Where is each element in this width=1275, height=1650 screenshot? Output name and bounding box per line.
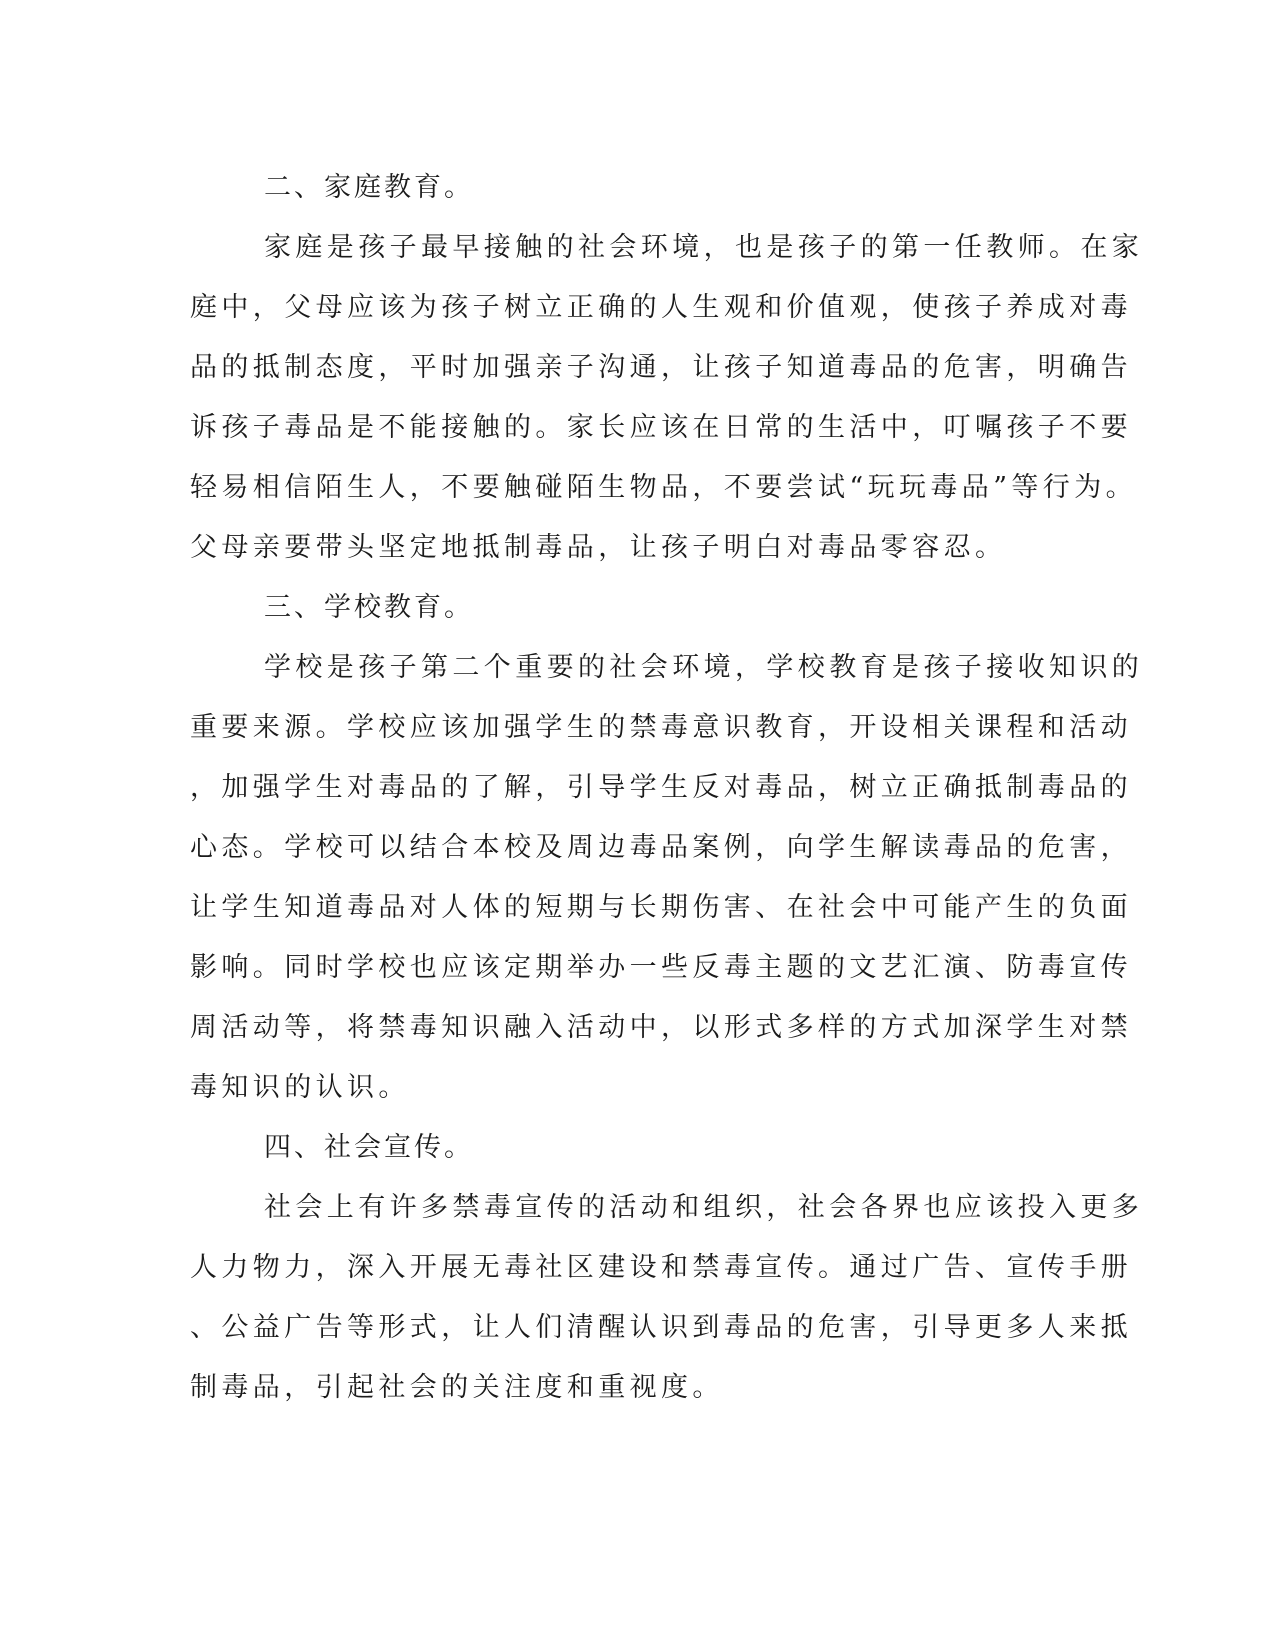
text-line: 家庭是孩子最早接触的社会环境，也是孩子的第一任教师。在家	[264, 232, 1144, 263]
text-line: 毒知识的认识。	[190, 1072, 410, 1103]
text-line: 心态。学校可以结合本校及周边毒品案例，向学生解读毒品的危害，	[190, 832, 1132, 863]
text-line: 社会上有许多禁毒宣传的活动和组织，社会各界也应该投入更多	[264, 1192, 1144, 1223]
paragraph-school-education	[190, 638, 1144, 1118]
text-line: 品的抵制态度，平时加强亲子沟通，让孩子知道毒品的危害，明确告	[190, 352, 1132, 383]
section-heading-social-publicity: 四、社会宣传。	[264, 1132, 474, 1163]
text-line: 制毒品，引起社会的关注度和重视度。	[190, 1372, 724, 1403]
text-line: 、公益广告等形式，让人们清醒认识到毒品的危害，引导更多人来抵	[190, 1312, 1132, 1343]
document-body	[190, 158, 1144, 1418]
paragraph-social-publicity	[190, 1178, 1144, 1418]
text-line: 影响。同时学校也应该定期举办一些反毒主题的文艺汇演、防毒宣传	[190, 952, 1132, 983]
section-heading-school-education: 三、学校教育。	[264, 592, 474, 623]
text-line: 轻易相信陌生人，不要触碰陌生物品，不要尝试“玩玩毒品”等行为。	[190, 472, 1138, 503]
paragraph-family-education	[190, 218, 1144, 578]
text-line: 父母亲要带头坚定地抵制毒品，让孩子明白对毒品零容忍。	[190, 532, 1007, 563]
text-line: 学校是孩子第二个重要的社会环境，学校教育是孩子接收知识的	[264, 652, 1144, 683]
text-line: ，加强学生对毒品的了解，引导学生反对毒品，树立正确抵制毒品的	[190, 772, 1132, 803]
text-line: 周活动等，将禁毒知识融入活动中，以形式多样的方式加深学生对禁	[190, 1012, 1132, 1043]
text-line: 让学生知道毒品对人体的短期与长期伤害、在社会中可能产生的负面	[190, 892, 1132, 923]
text-line: 重要来源。学校应该加强学生的禁毒意识教育，开设相关课程和活动	[190, 712, 1132, 743]
section-heading-family-education: 二、家庭教育。	[264, 172, 474, 203]
text-line: 诉孩子毒品是不能接触的。家长应该在日常的生活中，叮嘱孩子不要	[190, 412, 1132, 443]
text-line: 人力物力，深入开展无毒社区建设和禁毒宣传。通过广告、宣传手册	[190, 1252, 1132, 1283]
text-line: 庭中，父母应该为孩子树立正确的人生观和价值观，使孩子养成对毒	[190, 292, 1132, 323]
